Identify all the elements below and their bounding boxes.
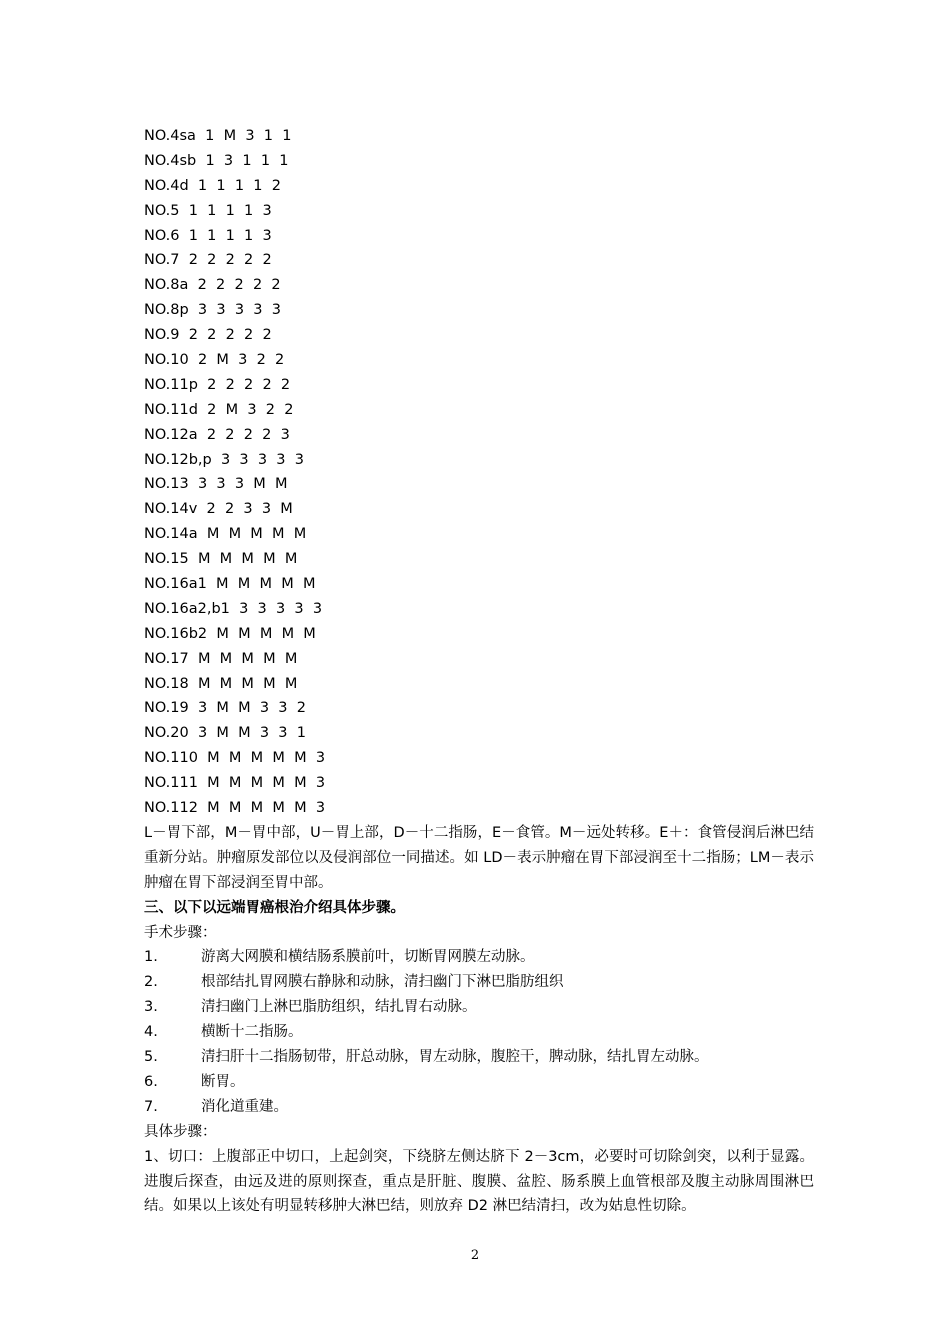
- surgery-steps-list: [144, 945, 814, 1119]
- station-row: NO.20 3 M M 3 3 1: [144, 725, 306, 742]
- station-row: NO.7 2 2 2 2 2: [144, 252, 272, 269]
- section-heading: 三、以下以远端胃癌根治介绍具体步骤。: [144, 899, 405, 916]
- station-row: NO.18 M M M M M: [144, 675, 298, 692]
- page-number: 2: [470, 1248, 480, 1263]
- surgery-step-item: [144, 1070, 814, 1095]
- step-number: 1.: [144, 949, 158, 966]
- page-content: [144, 124, 814, 1219]
- station-row: NO.16a1 M M M M M: [144, 576, 316, 593]
- step-text: 横断十二指肠。: [201, 1024, 303, 1041]
- station-row: NO.9 2 2 2 2 2: [144, 327, 272, 344]
- station-row: NO.17 M M M M M: [144, 650, 298, 667]
- step-text: 游离大网膜和横结肠系膜前叶，切断胃网膜左动脉。: [201, 949, 535, 966]
- station-row: NO.5 1 1 1 1 3: [144, 202, 272, 219]
- station-row: NO.110 M M M M M 3: [144, 750, 326, 767]
- station-row: NO.16b2 M M M M M: [144, 625, 316, 642]
- station-row: NO.8a 2 2 2 2 2: [144, 277, 281, 294]
- step-number: 7.: [144, 1098, 158, 1115]
- station-row: NO.6 1 1 1 1 3: [144, 227, 272, 244]
- station-row: NO.4sa 1 M 3 1 1: [144, 128, 292, 144]
- step-text: 清扫幽门上淋巴脂肪组织，结扎胃右动脉。: [201, 999, 477, 1016]
- step-text: 断胃。: [201, 1073, 245, 1090]
- surgery-step-item: [144, 970, 814, 995]
- surgery-step-item: [144, 995, 814, 1020]
- station-row: NO.15 M M M M M: [144, 551, 298, 568]
- station-row: NO.14a M M M M M: [144, 526, 307, 543]
- station-row: NO.111 M M M M M 3: [144, 775, 326, 792]
- surgery-step-item: [144, 945, 814, 970]
- step-text: 根部结扎胃网膜右静脉和动脉，清扫幽门下淋巴脂肪组织: [201, 974, 564, 991]
- lymph-node-station-table: [144, 124, 814, 821]
- step-number: 5.: [144, 1049, 158, 1066]
- station-row: NO.4d 1 1 1 1 2: [144, 177, 281, 194]
- step-text: 消化道重建。: [201, 1098, 288, 1115]
- station-row: NO.112 M M M M M 3: [144, 800, 326, 817]
- station-row: NO.8p 3 3 3 3 3: [144, 302, 281, 319]
- station-row: NO.16a2,b1 3 3 3 3 3: [144, 600, 323, 617]
- step-number: 4.: [144, 1024, 158, 1041]
- detail-paragraph: 1、切口：上腹部正中切口，上起剑突，下绕脐左侧达脐下 2－3cm，必要时可切除剑突，以利于显露。进腹后探查，由远及进的原则探查，重点是肝脏、腹膜、盆腔、肠系膜上血管根部及腹主动脉周围淋巴结。如果以上该处有明显转移肿大淋巴结，则放弃 D2 淋巴结清扫，改为姑息性切除。: [144, 1148, 814, 1215]
- station-row: NO.12a 2 2 2 2 3: [144, 426, 290, 443]
- station-row: NO.13 3 3 3 M M: [144, 476, 288, 493]
- surgery-step-item: [144, 1020, 814, 1045]
- step-number: 3.: [144, 999, 158, 1016]
- station-row: NO.12b,p 3 3 3 3 3: [144, 451, 304, 468]
- station-row: NO.10 2 M 3 2 2: [144, 352, 285, 369]
- detail-steps-label: 具体步骤：: [144, 1123, 217, 1140]
- surgery-steps-label: 手术步骤：: [144, 924, 217, 941]
- station-row: NO.11d 2 M 3 2 2: [144, 401, 294, 418]
- station-row: NO.4sb 1 3 1 1 1: [144, 152, 289, 169]
- station-row: NO.19 3 M M 3 3 2: [144, 700, 306, 717]
- station-row: NO.11p 2 2 2 2 2: [144, 376, 291, 393]
- step-text: 清扫肝十二指肠韧带，肝总动脉，胃左动脉，腹腔干，脾动脉，结扎胃左动脉。: [201, 1049, 709, 1066]
- surgery-step-item: [144, 1045, 814, 1070]
- station-row: NO.14v 2 2 3 3 M: [144, 501, 293, 518]
- surgery-step-item: [144, 1095, 814, 1120]
- legend-paragraph: L－胃下部，M－胃中部，U－胃上部，D－十二指肠，E－食管。M－远处转移。E＋：食管侵润后淋巴结重新分站。肿瘤原发部位以及侵润部位一同描述。如 LD－表示肿瘤在胃下部浸润至十二指肠；LM－表示肿瘤在胃下部浸润至胃中部。: [144, 824, 814, 891]
- step-number: 2.: [144, 974, 158, 991]
- step-number: 6.: [144, 1073, 158, 1090]
